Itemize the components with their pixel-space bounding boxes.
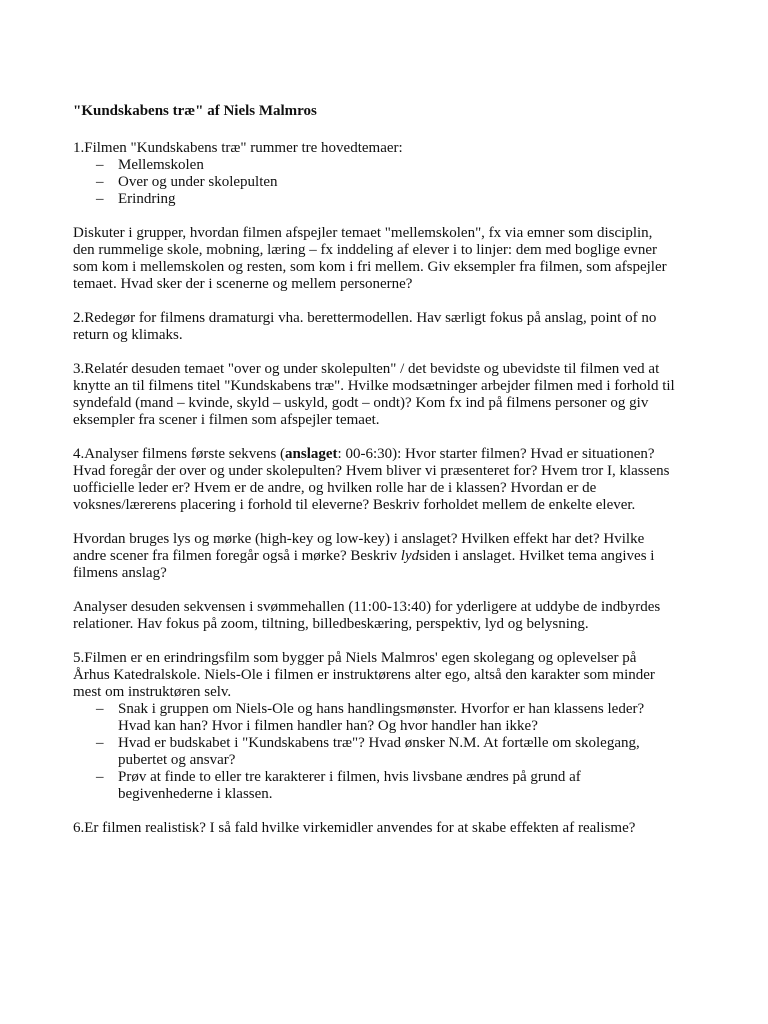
paragraph-line: syndefald (mand – kvinde, skyld – uskyld, godt – ondt)? Kom fx ind på filmens personer og giv <box>73 395 649 411</box>
paragraph-line: temaet. Hvad sker der i scenerne og mellem personerne? <box>73 276 413 292</box>
paragraph-line: relationer. Hav fokus på zoom, tiltning, billedbeskæring, perspektiv, lyd og belysning. <box>73 616 589 632</box>
paragraph-line: voksnes/lærerens placering i forhold til eleverne? Beskriv forholdet mellem de enkelte elever. <box>73 497 636 513</box>
paragraph-line: filmens anslag? <box>73 565 167 581</box>
question-3 <box>73 361 713 429</box>
paragraph-line: Hvordan bruges lys og mørke (high-key og low-key) i anslaget? Hvilken effekt har det? Hvilke <box>73 531 645 547</box>
paragraph-line: Hvad foregår der over og under skolepulten? Hvem bliver vi præsenteret for? Hvem tror I, klassens <box>73 463 670 479</box>
paragraph-line: uofficielle leder er? Hvem er de andre, og hvilken rolle har de i klassen? Hvordan er de <box>73 480 597 496</box>
question-6 <box>73 820 713 837</box>
paragraph-line: 6.Er filmen realistisk? I så fald hvilke virkemidler anvendes for at skabe effekten af realisme? <box>73 820 636 836</box>
dash-bullet: – <box>96 735 104 751</box>
paragraph-line: eksempler fra scener i filmen som afspejler temaet. <box>73 412 380 428</box>
dash-bullet: – <box>96 191 104 207</box>
question-5 <box>73 650 713 803</box>
question-4 <box>73 446 713 633</box>
question-1-intro: 1.Filmen "Kundskabens træ" rummer tre hovedtemaer: <box>73 140 403 156</box>
paragraph-line: Analyser desuden sekvensen i svømmehallen (11:00-13:40) for yderligere at uddybe de indbyrdes <box>73 599 661 615</box>
list-item: – Hvad er budskabet i "Kundskabens træ"? Hvad ønsker N.M. At fortælle om skolegang, pubertet og ansvar? <box>96 735 640 768</box>
paragraph-line: 3.Relatér desuden temaet "over og under skolepulten" / det bevidste og ubevidste til filmen ved at <box>73 361 660 377</box>
theme-list <box>73 157 713 208</box>
paragraph-line: 5.Filmen er en erindringsfilm som bygger på Niels Malmros' egen skolegang og oplevelser på <box>73 650 637 666</box>
paragraph-line: som kom i mellemskolen og resten, som kom i fri mellem. Giv eksempler fra filmen, som afspejler <box>73 259 667 275</box>
paragraph-line: andre scener fra filmen foregår også i mørke? Beskriv lydsiden i anslaget. Hvilket tema angives i <box>73 548 655 564</box>
paragraph-line: 4.Analyser filmens første sekvens (anslaget: 00-6:30): Hvor starter filmen? Hvad er situationen? <box>73 446 655 462</box>
paragraph-line: return og klimaks. <box>73 327 183 343</box>
italic-term: lyd <box>400 548 420 564</box>
question-2 <box>73 310 713 344</box>
paragraph-line: den rummelige skole, mobning, læring – fx inddeling af elever i to linjer: dem med boglige evner <box>73 242 658 258</box>
document-body <box>73 103 713 837</box>
list-item: – Mellemskolen <box>96 157 204 173</box>
dash-bullet: – <box>96 769 104 785</box>
paragraph-line: Århus Katedralskole. Niels-Ole i filmen er instruktørens alter ego, altså den karakter som minder <box>73 667 655 683</box>
dash-bullet: – <box>96 701 104 717</box>
task-list <box>73 701 713 803</box>
list-item: – Erindring <box>96 191 176 207</box>
list-item: – Snak i gruppen om Niels-Ole og hans handlingsmønster. Hvorfor er han klassens leder? Hvad kan han? Hvor i filmen handler han? Og hvor handler han ikke? <box>96 701 645 734</box>
list-item: – Over og under skolepulten <box>96 174 278 190</box>
document-title: "Kundskabens træ" af Niels Malmros <box>73 103 317 119</box>
paragraph-line: mest om instruktøren selv. <box>73 684 232 700</box>
bold-term: anslaget <box>285 446 338 462</box>
paragraph-line: Diskuter i grupper, hvordan filmen afspejler temaet "mellemskolen", fx via emner som disciplin, <box>73 225 653 241</box>
paragraph-line: 2.Redegør for filmens dramaturgi vha. berettermodellen. Hav særligt fokus på anslag, point of no <box>73 310 657 326</box>
paragraph-line: knytte an til filmens titel "Kundskabens træ". Hvilke modsætninger arbejder filmen med i forhold til <box>73 378 675 394</box>
list-item: – Prøv at finde to eller tre karakterer i filmen, hvis livsbane ændres på grund af begivenhederne i klassen. <box>96 769 581 802</box>
dash-bullet: – <box>96 174 104 190</box>
question-1 <box>73 140 713 293</box>
dash-bullet: – <box>96 157 104 173</box>
